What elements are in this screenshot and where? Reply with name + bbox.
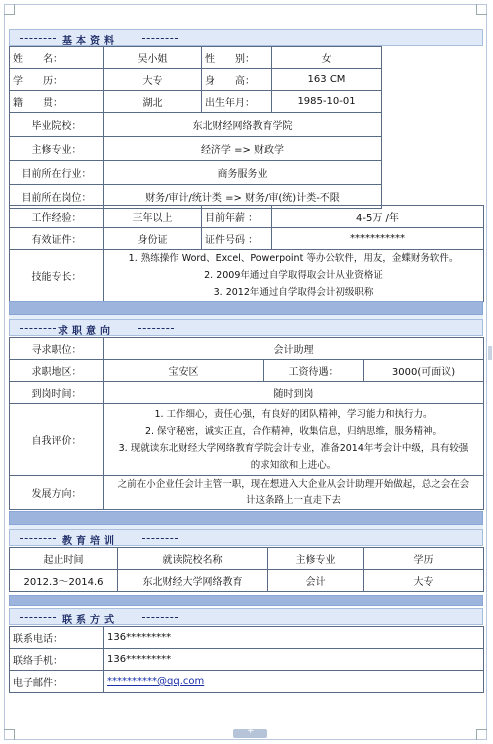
- school-label: 毕业院校：: [10, 113, 104, 137]
- edu-degree: 大专: [364, 570, 484, 592]
- name-value: 吴小姐: [104, 47, 202, 69]
- scroll-indicator[interactable]: [488, 346, 492, 360]
- dev-value: [104, 476, 484, 510]
- resume-page: [4, 4, 487, 740]
- header-dash: [142, 538, 178, 539]
- origin-value: 湖北: [104, 91, 202, 113]
- mobile-label: 联络手机：: [10, 649, 104, 671]
- position-value: 财务/审计/统计类 => 财务/审(统)计类-不限: [104, 185, 382, 209]
- edu-table: [9, 547, 484, 592]
- skills-label: 技能专长：: [10, 250, 104, 302]
- gender-value: 女: [272, 47, 382, 69]
- eval-line: 3. 现就读东北财经大学网络教育学院会计专业，准备2014年考会计中级，具有较强: [118, 442, 469, 454]
- salary-label: 目前年薪 ：: [202, 206, 272, 228]
- section-header-intent: [9, 319, 483, 336]
- cert-value: 身份证: [104, 228, 202, 250]
- header-dash: [20, 328, 56, 329]
- section-divider-band: [9, 301, 483, 315]
- height-value: 163 CM: [272, 69, 382, 91]
- height-label: 身 高：: [202, 69, 272, 91]
- arrival-value: 随时到岗: [104, 382, 484, 404]
- email-link[interactable]: **********@qq.com: [107, 676, 205, 687]
- edu-period: 2012.3～2014.6: [10, 570, 118, 592]
- origin-label: 籍 贯：: [10, 91, 104, 113]
- edu-header-degree: 学历: [364, 548, 484, 570]
- section-header-basic: [9, 29, 483, 46]
- phone-value: 136*********: [104, 627, 484, 649]
- edu-school: 东北财经大学网络教育: [118, 570, 268, 592]
- edu-major: 会计: [268, 570, 364, 592]
- cert-no-label: 证件号码 ：: [202, 228, 272, 250]
- major-label: 主修专业：: [10, 137, 104, 161]
- email-label: 电子邮件：: [10, 671, 104, 693]
- email-cell: [104, 671, 484, 693]
- industry-label: 目前所在行业：: [10, 161, 104, 185]
- dev-label: 发展方向：: [10, 476, 104, 510]
- skills-value: [104, 250, 484, 302]
- skill-line: 3. 2012年通过自学取得会计初级职称: [213, 287, 374, 298]
- experience-label: 工作经验：: [10, 206, 104, 228]
- name-label: 姓 名：: [10, 47, 104, 69]
- area-label: 求职地区：: [10, 360, 104, 382]
- eval-label: 自我评价：: [10, 404, 104, 476]
- page-corner-mark: [476, 729, 487, 740]
- section-title-basic: 基本资料: [62, 36, 118, 47]
- page-corner-mark: [476, 4, 487, 15]
- contact-table: [9, 626, 484, 693]
- edu-header-major: 主修专业: [268, 548, 364, 570]
- header-dash: [138, 328, 174, 329]
- industry-value: 商务服务业: [104, 161, 382, 185]
- table-row: [10, 570, 484, 592]
- pay-label: 工资待遇：: [264, 360, 364, 382]
- school-value: 东北财经网络教育学院: [104, 113, 382, 137]
- dev-line: 计这条路上一直走下去: [246, 494, 342, 506]
- skill-line: 1. 熟练操作 Word、Excel、Powerpoint 等办公软件，用友，金蝶财务软件。: [128, 253, 459, 264]
- experience-value: 三年以上: [104, 206, 202, 228]
- header-dash: [20, 538, 56, 539]
- eval-line: 的求知欲和上进心。: [250, 459, 337, 471]
- basic-info-table: [9, 46, 382, 209]
- section-title-contact: 联系方式: [62, 615, 118, 626]
- cert-no-value: ***********: [272, 228, 484, 250]
- header-dash: [20, 38, 56, 39]
- birth-label: 出生年月：: [202, 91, 272, 113]
- page-corner-mark: [4, 4, 15, 15]
- skill-line: 2. 2009年通过自学取得取会计从业资格证: [204, 270, 383, 281]
- cert-label: 有效证件：: [10, 228, 104, 250]
- job-label: 寻求职位：: [10, 338, 104, 360]
- gender-label: 性 别：: [202, 47, 272, 69]
- salary-value: 4-5万 /年: [272, 206, 484, 228]
- pay-value: 3000(可面议): [364, 360, 484, 382]
- arrival-label: 到岗时间：: [10, 382, 104, 404]
- edu-header-school: 就读院校名称: [118, 548, 268, 570]
- section-header-contact: [9, 608, 483, 625]
- area-value: 宝安区: [104, 360, 264, 382]
- header-dash: [20, 617, 56, 618]
- phone-label: 联系电话：: [10, 627, 104, 649]
- header-dash: [142, 38, 178, 39]
- page-corner-mark: [4, 729, 15, 740]
- edu-header-period: 起止时间: [10, 548, 118, 570]
- section-title-edu: 教育培训: [62, 536, 118, 547]
- section-header-edu: [9, 529, 483, 546]
- intent-table: [9, 337, 484, 510]
- add-page-tab[interactable]: [233, 726, 267, 738]
- major-value: 经济学 => 财政学: [104, 137, 382, 161]
- degree-value: 大专: [104, 69, 202, 91]
- mobile-value: 136*********: [104, 649, 484, 671]
- header-dash: [142, 617, 178, 618]
- section-divider-band: [9, 595, 483, 606]
- section-divider-band: [9, 511, 483, 525]
- job-value: 会计助理: [104, 338, 484, 360]
- dev-line: 之前在小企业任会计主管一职，现在想进入大企业从会计助理开始做起，总之会在会: [117, 478, 470, 490]
- position-label: 目前所在岗位：: [10, 185, 104, 209]
- eval-line: 2. 保守秘密，诚实正直，合作精神，收集信息，归纳思维，服务精神。: [144, 425, 443, 437]
- eval-line: 1. 工作细心，责任心强，有良好的团队精神，学习能力和执行力。: [154, 408, 433, 420]
- plus-icon: +: [247, 726, 255, 736]
- degree-label: 学 历：: [10, 69, 104, 91]
- basic-info-table-wide: [9, 205, 484, 302]
- section-title-intent: 求职意向: [58, 326, 114, 337]
- eval-value: [104, 404, 484, 476]
- birth-value: 1985-10-01: [272, 91, 382, 113]
